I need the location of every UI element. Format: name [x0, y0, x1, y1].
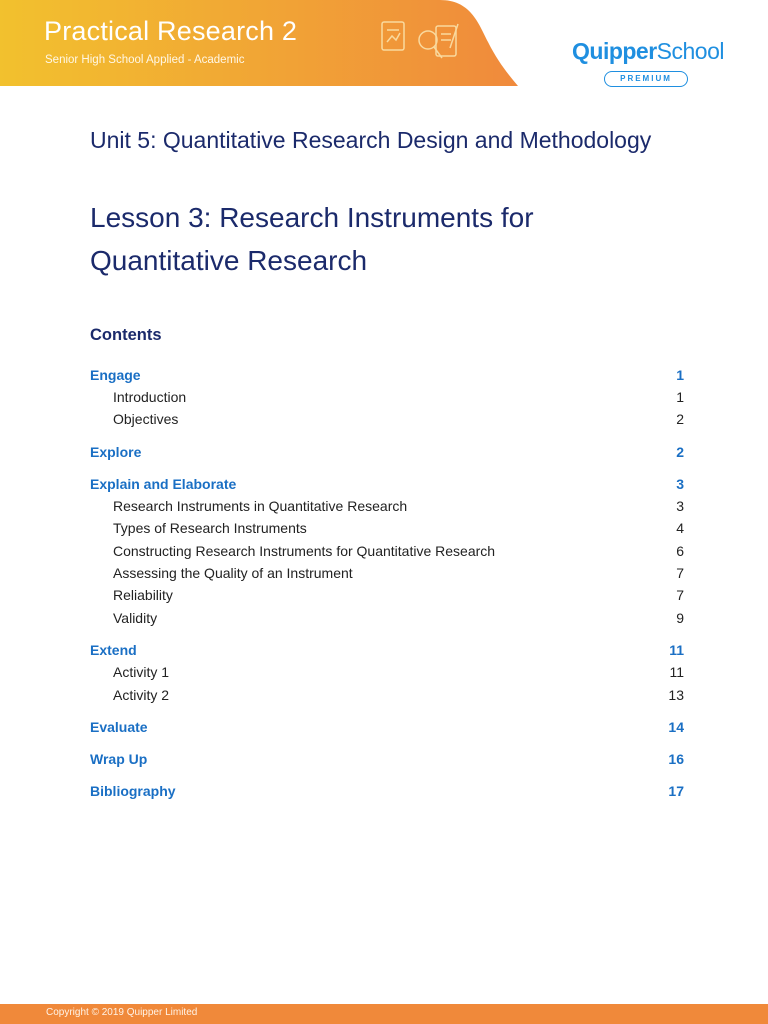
brand-name-part1: Quipper — [572, 38, 657, 64]
toc-item-page: 6 — [676, 542, 684, 559]
toc-section-row[interactable] — [90, 441, 684, 463]
toc-section-label: Extend — [90, 642, 137, 659]
toc-section-row[interactable] — [90, 364, 684, 386]
toc-item-label: Types of Research Instruments — [113, 520, 307, 537]
course-subtitle: Senior High School Applied - Academic — [45, 54, 245, 66]
toc-item-label: Activity 1 — [113, 664, 170, 681]
toc-section-page: 1 — [676, 367, 684, 383]
toc-section-row[interactable] — [90, 639, 684, 661]
toc-item-page: 13 — [668, 686, 684, 703]
toc-item-page: 7 — [676, 564, 684, 581]
contents-heading: Contents — [90, 326, 162, 344]
toc-item-row[interactable] — [90, 661, 684, 683]
toc-item-page: 4 — [676, 520, 684, 537]
course-title: Practical Research 2 — [44, 16, 298, 46]
toc-section-label: Engage — [90, 367, 141, 383]
toc-section-label: Evaluate — [90, 718, 148, 735]
toc-item-label: Activity 2 — [113, 686, 170, 703]
toc-item-label: Validity — [113, 609, 158, 626]
toc-item-row[interactable] — [90, 562, 684, 584]
lesson-title: Lesson 3: Research Instruments for Quantitative Research — [90, 202, 534, 276]
toc-item-row[interactable] — [90, 408, 684, 430]
toc-item-page: 11 — [669, 664, 684, 681]
toc-section-label: Explore — [90, 443, 142, 460]
toc-item-row[interactable] — [90, 540, 684, 562]
copyright-text: Copyright © 2019 Quipper Limited — [46, 1007, 198, 1018]
quipper-school-logo — [572, 38, 724, 65]
header-banner — [0, 0, 520, 86]
premium-badge: PREMIUM — [604, 71, 688, 87]
toc-item-label: Research Instruments in Quantitative Research — [113, 497, 408, 514]
toc-section-row[interactable] — [90, 716, 684, 738]
toc-item-page: 3 — [676, 497, 684, 514]
toc-item-label: Objectives — [113, 411, 179, 428]
toc-section-row[interactable] — [90, 473, 684, 495]
unit-title: Unit 5: Quantitative Research Design and Methodology — [90, 127, 652, 153]
toc-item-page: 2 — [676, 411, 684, 428]
footer-bar — [0, 1004, 768, 1024]
toc-item-row[interactable] — [90, 495, 684, 517]
toc-section-page: 16 — [668, 750, 684, 767]
toc-section-label: Explain and Elaborate — [90, 475, 237, 492]
toc-item-page: 7 — [676, 587, 684, 604]
toc-item-row[interactable] — [90, 386, 684, 408]
toc-section-page: 17 — [668, 782, 684, 799]
toc-section-page: 2 — [676, 443, 684, 460]
toc-section-page: 11 — [669, 642, 684, 659]
brand-name-part2: School — [656, 38, 724, 64]
toc-item-row[interactable] — [90, 584, 684, 606]
toc-item-row[interactable] — [90, 684, 684, 706]
toc-section-label: Wrap Up — [90, 750, 148, 767]
research-tools-icon — [378, 18, 468, 78]
toc-item-page: 9 — [676, 609, 684, 626]
toc-item-row[interactable] — [90, 517, 684, 539]
toc-item-label: Constructing Research Instruments for Quantitative Research — [113, 542, 496, 559]
toc-item-row[interactable] — [90, 607, 684, 629]
toc-item-label: Reliability — [113, 587, 173, 604]
toc-item-label: Introduction — [113, 389, 187, 405]
toc-section-row[interactable] — [90, 780, 684, 802]
toc-section-page: 14 — [668, 718, 684, 735]
toc-section-page: 3 — [676, 475, 684, 492]
toc-item-label: Assessing the Quality of an Instrument — [113, 564, 353, 581]
table-of-contents — [90, 364, 684, 802]
toc-item-page: 1 — [676, 389, 684, 405]
toc-section-row[interactable] — [90, 748, 684, 770]
toc-section-label: Bibliography — [90, 782, 176, 799]
